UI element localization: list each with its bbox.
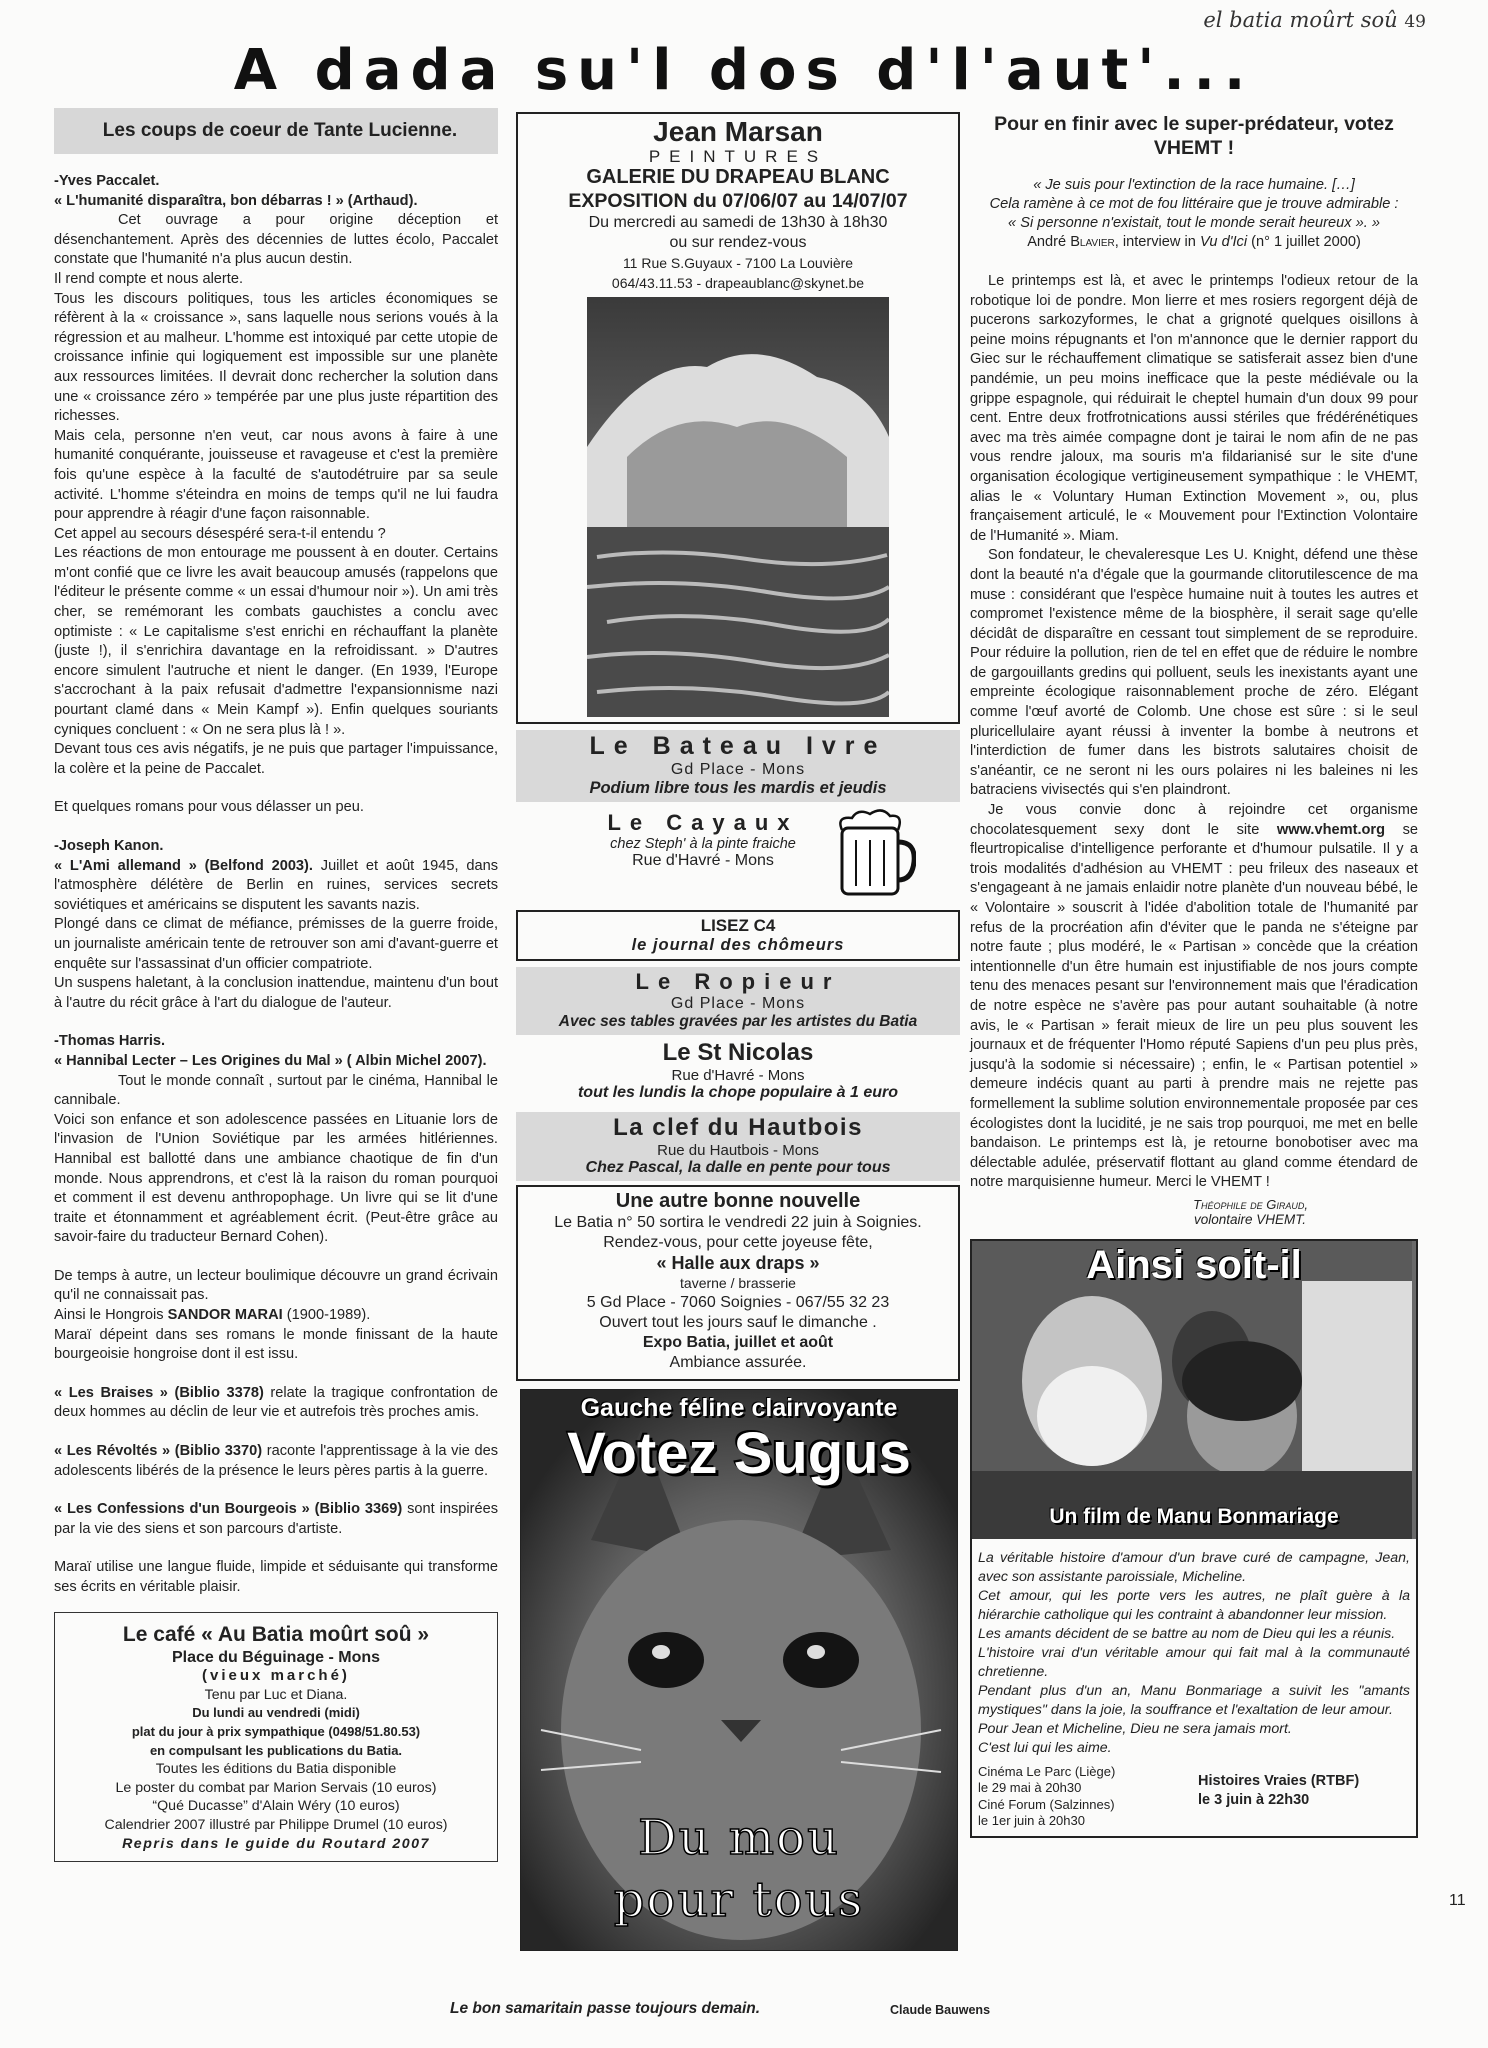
cafe-line: Du lundi au vendredi (midi): [192, 1705, 360, 1721]
running-title: el batia moûrt soû: [1203, 8, 1398, 32]
ropieur-ad: [516, 967, 960, 1035]
news-title: Une autre bonne nouvelle: [615, 1190, 861, 1212]
left-box-title: Les coups de coeur de Tante Lucienne.: [54, 108, 498, 154]
cinema-list: [978, 1764, 1198, 1830]
cinema-line: Ciné Forum (Salzinnes): [978, 1796, 1115, 1812]
hautbois-address: Rue du Hautbois - Mons: [657, 1142, 819, 1159]
news-venue: « Halle aux draps »: [656, 1253, 820, 1273]
paragraph: Et quelques romans pour vous délasser un peu.: [54, 799, 364, 816]
cayaux-ad: [516, 802, 960, 906]
paragraph: [970, 801, 1418, 1193]
cafe-line: Calendrier 2007 illustré par Philippe Drumel (10 euros): [104, 1816, 448, 1833]
quote-source: [970, 233, 1418, 252]
bateau-name: Le Bateau Ivre: [589, 732, 887, 760]
c4-name: LISEZ C4: [700, 916, 776, 935]
cafe-sub: (vieux marché): [202, 1667, 350, 1685]
paragraph: Voici son enfance et son adolescence passées en Lituanie lors de l'invasion de l'Union Soviétique par les armées hitlériennes. Hannibal est ballotté dans une ambiance chaotique de fin d'un monde. Nous apprendrons, et c'est là la raison du roman pourquoi et comment il est devenu anthropophage. Un livre qui se lit d'une traite et étonnamment et agréablement écrit. (Peut-être grâce au savoir-faire du traducteur Bernard Cohen).: [54, 1111, 498, 1246]
paragraph-text: se fleurtropicalise d'intelligence perforante et d'humour pulsatile. Il y a trois modalités d'adhésion au VHEMT : peu frileux des naseaux et s'engageant à ne jamais enlaidir notre planète d'un nouveau bébé, le « Volontaire » souscrit à l'idée d'abolition totale de l'humanité par refus de la procréation afin d'éviter que le panda ne s'éteigne par notre faute ; plus modéré, le « Partisan » concède que la création intentionnelle d'un être humain est injustifiable de nos jours compte tenu des menaces pesant sur l'environnement mais que l'éradication de notre espèce ne s'avère pas pour autant souhaitable (à notre avis, le « Partisan » ferait mieux de lire un peu plus souvent les journaux et de fréquenter l'Homo réputé Sapiens d'un peu plus près, jusqu'à la sodomie si nécessaire) ; enfin, le « Partisan potentiel » demeure indécis quant au parti à prendre mais ne rejette pas formellement la sublime solution environnementale proposée par ces écologistes dont la lucidité, je ne sais trop pourquoi, me met en belle bandaison. Le printemps est là, je retourne bonobotiser avec ma délectable adulée, préservatif flottant au gland comme étendard de notre marquisienne humeur. Merci le VHEMT !: [970, 821, 1418, 1191]
vhemt-title: Pour en finir avec le super-prédateur, votez VHEMT !: [994, 113, 1394, 159]
book-title: « L'humanité disparaîtra, bon débarras ! » (Arthaud).: [54, 192, 418, 209]
paragraph: Plongé dans ce climat de méfiance, prémisses de la guerre froide, un journaliste américain tente de retrouver son ami d'avant-guerre et enquête sur l'assassinat d'un officier compatriote.: [54, 916, 498, 972]
gallery-hours: Du mercredi au samedi de 13h30 à 18h30: [588, 214, 888, 231]
tv-line: Histoires Vraies (RTBF): [1198, 1772, 1360, 1789]
paragraph: Maraï utilise une langue fluide, limpide et séduisante qui transforme ses écrits en véritable plaisir.: [54, 1559, 498, 1595]
cayaux-address: Rue d'Havré - Mons: [632, 852, 774, 869]
cafe-line: “Qué Ducasse” d'Alain Wéry (10 euros): [152, 1798, 400, 1815]
film-line: Pendant plus d'un an, Manu Bonmariage a suivit les "amants mystiques" dans la joie, la souffrance et l'exaltation de leur amour.: [978, 1682, 1410, 1718]
cafe-routard: Repris dans le guide du Routard 2007: [122, 1835, 430, 1852]
cayaux-sub: chez Steph' à la pinte fraiche: [610, 836, 796, 852]
paragraph: De temps à autre, un lecteur boulimique découvre un grand écrivain qu'il ne connaissait pas.: [54, 1267, 498, 1304]
ropieur-note: Avec ses tables gravées par les artistes du Batia: [558, 1013, 918, 1030]
nicolas-ad: [516, 1035, 960, 1108]
book-title: « Les Confessions d'un Bourgeois » (Biblio 3369): [54, 1501, 403, 1518]
hautbois-name: La clef du Hautbois: [613, 1114, 863, 1141]
bateau-note: Podium libre tous les mardis et jeudis: [589, 779, 887, 797]
cafe-line: plat du jour à prix sympathique (0498/51.80.53): [131, 1723, 421, 1739]
cafe-address: Place du Béguinage - Mons: [171, 1648, 381, 1666]
cinema-line: Cinéma Le Parc (Liège): [978, 1763, 1116, 1779]
bateau-address: Gd Place - Mons: [670, 761, 806, 778]
side-page-number: 11: [1449, 1892, 1466, 1909]
author-name: SANDOR MARAI: [167, 1307, 283, 1324]
book-title: « Les Révoltés » (Biblio 3370): [54, 1443, 263, 1460]
c4-ad: [516, 910, 960, 961]
book-title: « L'Ami allemand » (Belfond 2003).: [54, 857, 313, 874]
hautbois-ad: [516, 1112, 960, 1181]
film-subtitle: Un film de Manu Bonmariage: [1049, 1504, 1339, 1528]
gallery-artist: Jean Marsan: [653, 116, 823, 147]
hautbois-note: Chez Pascal, la dalle en pente pour tous: [585, 1159, 891, 1176]
tv-broadcast: [1198, 1764, 1359, 1830]
film-line: C'est lui qui les aime.: [978, 1739, 1112, 1756]
film-line: L'histoire vrai d'un véritable amour qui fait mal à la communauté chretienne.: [978, 1644, 1410, 1680]
author: -Joseph Kanon.: [54, 838, 164, 854]
quote-author: Blavier: [1070, 234, 1115, 250]
news-line: 5 Gd Place - 7060 Soignies - 067/55 32 23: [586, 1294, 890, 1311]
news-box: [516, 1185, 960, 1381]
gallery-rdv: ou sur rendez-vous: [669, 234, 807, 251]
news-line: taverne / brasserie: [680, 1275, 796, 1291]
gallery-expo: EXPOSITION du 07/06/07 au 14/07/07: [568, 190, 908, 212]
film-poster: [972, 1241, 1416, 1539]
film-screenings: [972, 1762, 1416, 1836]
gallery-sub: PEINTURES: [648, 147, 828, 166]
book-title: « Hannibal Lecter – Les Origines du Mal » ( Albin Michel 2007).: [54, 1052, 487, 1069]
vhemt-url: www.vhemt.org: [1276, 821, 1386, 838]
news-line: Ouvert tout les jours sauf le dimanche .: [599, 1314, 877, 1331]
gallery-ad: [516, 112, 960, 724]
c4-sub: le journal des chômeurs: [631, 936, 845, 954]
paragraph: [54, 1384, 498, 1423]
tv-line: le 3 juin à 22h30: [1198, 1791, 1310, 1808]
book-title: « Les Braises » (Biblio 3378): [54, 1384, 264, 1401]
quote-text: , interview in: [1114, 234, 1200, 250]
quote-line: « Je suis pour l'extinction de la race humaine. […]: [1033, 177, 1355, 193]
nicolas-note: tout les lundis la chope populaire à 1 euro: [577, 1084, 899, 1101]
paragraph: Un suspens haletant, à la conclusion inattendue, maintenu d'un bout à l'autre du récit grâce à l'art du dialogue de l'auteur.: [54, 975, 498, 1011]
author: -Thomas Harris.: [54, 1033, 166, 1050]
film-line: Les amants décident de se battre au nom de Dieu qui les a réunis.: [978, 1625, 1396, 1642]
cafe-line: en compulsant les publications du Batia.: [149, 1742, 403, 1758]
paragraph: Maraï dépeint dans ses romans le monde finissant de la haute bourgeoisie hongroise dont il est issu.: [54, 1326, 498, 1363]
paragraph: [54, 857, 498, 916]
paragraph-text: Juillet et août 1945, dans l'atmosphère délétère de Berlin en ruines, services secrets soviétiques et américains se disputent les savants nazis.: [54, 857, 498, 913]
cayaux-name: Le Cayaux: [607, 810, 799, 835]
sugus-top: Gauche féline clairvoyante: [580, 1394, 898, 1422]
paragraph: Il rend compte et nous alerte.: [54, 270, 244, 287]
author: -Yves Paccalet.: [54, 173, 160, 189]
signature-name: Théophile de Giraud,: [1193, 1196, 1308, 1212]
gallery-place: GALERIE DU DRAPEAU BLANC: [586, 166, 890, 188]
right-column: [970, 112, 1418, 1838]
paragraph-text: sont inspirées par la vie des siens et son parcours d'artiste.: [54, 1501, 498, 1537]
footer-quote: Le bon samaritain passe toujours demain.: [450, 2000, 761, 2017]
paragraph: Tous les discours politiques, tous les articles économiques se réfèrent à la « croissance », sans laquelle nous serions voués à la régression et au malheur. L'homme est intoxiqué par cette utopie de croissance infinie qui logiquement est impossible sur une planète aux ressources limitées. Il devrait donc rechercher la solution dans une « croissance zéro » tempérée par une plus juste répartition des richesses.: [54, 290, 498, 425]
news-line: Rendez-vous, pour cette joyeuse fête,: [603, 1234, 873, 1251]
left-column: [54, 108, 498, 1862]
paragraph: Son fondateur, le chevaleresque Les U. Knight, défend une thèse dont la beauté n'a d'égale que la gourmande clitorutilescence de ma muse : considérant que l'espèce humaine nuit à toutes les autres et compromet l'existence même de la biosphère, il serait sage qu'elle décidât de disparaître en cessant tout simplement de se reproduire. Pour réduire la pollution, rien de tel en effet que de réduire le nombre de gargouillants gredins qui polluent, seuls les inexistants ayant une empreinte écologique raisonnablement proche de zéro. Elégant comme l'œuf avorté de Colomb. Une chose est sûre : si le seul pluricellulaire ayant réussi à inventer la bombe à neutrons et l'interdiction de fumer dans les bistrots salutaires choisit de s'anéantir, ce ne seront ni les ours polaires ni les baleines ni les batraciens vivisectés qui s'en plaindront.: [970, 547, 1418, 799]
paragraph: [54, 1442, 498, 1481]
cafe-title: Le café « Au Batia moûrt soû »: [122, 1622, 430, 1646]
nicolas-address: Rue d'Havré - Mons: [671, 1067, 805, 1084]
sugus-headline: Votez Sugus: [567, 1421, 911, 1486]
ropieur-name: Le Ropieur: [635, 969, 841, 994]
middle-column: [516, 112, 960, 1951]
quote-publication: Vu d'Ici: [1199, 234, 1248, 250]
gallery-address: 11 Rue S.Guyaux - 7100 La Louvière: [622, 255, 854, 271]
quote-line: « Si personne n'existait, tout le monde serait heureux ». »: [1008, 215, 1380, 231]
news-line: Expo Batia, juillet et août: [642, 1334, 834, 1351]
sugus-bottom-2: pour tous: [613, 1872, 865, 1928]
page-number: 49: [1404, 12, 1426, 32]
paragraph: Mais cela, personne n'en veut, car nous avons à faire à une humanité conquérante, jouisseuse et ravageuse et c'est la première fois qu'une espèce à la faculté de s'autodétruire par sa seule activité. L'homme s'éteindra en moins de temps qu'il ne lui faudra pour apprendre à réagir d'une façon raisonnable.: [54, 427, 498, 523]
running-header: [1203, 8, 1426, 32]
beer-mug-icon: [832, 808, 916, 902]
paragraph: [54, 1500, 498, 1539]
quote-line: Cela ramène à ce mot de fou littéraire que je trouve admirable :: [989, 196, 1399, 212]
bateau-ad: [516, 730, 960, 802]
paragraph: [54, 1306, 498, 1326]
cafe-box: [54, 1612, 498, 1863]
nicolas-name: Le St Nicolas: [662, 1039, 814, 1066]
painting-image: [587, 297, 889, 717]
paragraph-text: raconte l'apprentissage à la vie des adolescents libérés de la présence le leurs pères partis à la guerre.: [54, 1443, 498, 1479]
paragraph: Cet appel au secours désespéré sera-t-il entendu ?: [54, 525, 386, 542]
paragraph-text: relate la tragique confrontation de deux hommes au déclin de leur vie et autrefois très proches amis.: [54, 1384, 498, 1421]
paragraph: Cet ouvrage a pour origine déception et désenchantement. Après des décennies de luttes écolo, Paccalet constate que l'humanité n'a plus aucun destin.: [54, 212, 498, 268]
paragraph: Le printemps est là, et avec le printemps l'odieux retour de la robotique loi de pondre. Mon lierre et mes rosiers regorgent déjà de pucerons sarkozyformes, le chat a grignoté quelques oisillons à peine moins répugnants et l'on m'annonce que le dernier rapport du Giec sur le réchauffement climatique se satisferait assez bien d'une pandémie, un peu moins inefficace que la peste médiévale ou la grippe espagnole, qui réduirait le cheptel humain d'un doux 99 pour cent. Entre deux frotfrotnications aussi stériles que frédérénétiques avec ma très aimée compagne dont je tairai le nom afin de ne pas vous rendre jaloux, ma souris m'a fildarianisé sur le site d'une organisation écologique vertigineusement sympathique : le VHEMT, alias le « Voluntary Human Extinction Movement », ou, plus françaisement articulé, le « Mouvement pour l'Extinction Volontaire de l'Humanité ». Miam.: [970, 273, 1418, 544]
film-line: Cet amour, qui les porte vers les autres, ne plaît guère à la hiérarchie catholique qui les contraint à abandonner leur mission.: [978, 1587, 1410, 1623]
gallery-contact: 064/43.11.53 - drapeaublanc@skynet.be: [611, 275, 865, 291]
quote-text: (n° 1 juillet 2000): [1247, 234, 1361, 250]
paragraph: Devant tous ces avis négatifs, je ne puis que partager l'impuissance, la colère et la peine de Paccalet.: [54, 741, 498, 777]
paragraph: Les réactions de mon entourage me poussent à en douter. Certains m'ont confié que ce livre les avait beaucoup amusés (rappelons que l'éditeur le présente comme « un essai d'humour noir »). Un ami très cher, se remémorant les combats gauchistes a conclu avec optimiste : « Le capitalisme s'est enrichi en réchauffant la planète (juste !), il s'enrichira davantage en la refroidissant. » D'autres encore simulent l'autruche et nient le danger. (En 1939, l'Europe s'accrochant à la paix refusait d'admettre l'expansionnisme nazi pourtant clamé dans « Mein Kampf »). Enfin quelques souriants cyniques concluent : « On ne sera plus là ! ».: [54, 545, 498, 738]
film-ad: [970, 1239, 1418, 1838]
ropieur-address: Gd Place - Mons: [670, 995, 806, 1012]
paragraph-text: Je vous convie donc à rejoindre cet organisme chocolatesquement sexy dont le site: [970, 802, 1418, 838]
cafe-line: Le poster du combat par Marion Servais (10 euros): [115, 1779, 437, 1796]
film-line: Pour Jean et Micheline, Dieu ne sera jamais mort.: [978, 1720, 1292, 1737]
film-line: La véritable histoire d'amour d'un brave curé de campagne, Jean, avec son assistante paroissiale, Micheline.: [978, 1549, 1410, 1585]
page-title: A dada su'l dos d'l'aut'...: [233, 38, 1255, 103]
news-line: Ambiance assurée.: [669, 1354, 807, 1371]
sugus-bottom-1: Du mou: [638, 1810, 840, 1866]
film-title: Ainsi soit-il: [1086, 1242, 1302, 1287]
paragraph-text: (1900-1989).: [282, 1307, 371, 1324]
quote-text: André: [1027, 234, 1071, 250]
paragraph: Tout le monde connaît , surtout par le cinéma, Hannibal le cannibale.: [54, 1072, 498, 1109]
cafe-line: Tenu par Luc et Diana.: [204, 1686, 348, 1703]
sugus-poster: [520, 1389, 958, 1951]
cafe-line: Toutes les éditions du Batia disponible: [155, 1761, 397, 1778]
film-description: [972, 1539, 1416, 1762]
signature-role: volontaire VHEMT.: [1193, 1211, 1306, 1227]
cinema-line: le 29 mai à 20h30: [978, 1780, 1082, 1796]
paragraph-text: Ainsi le Hongrois: [54, 1307, 168, 1324]
footer-signature: Claude Bauwens: [890, 2003, 991, 2017]
cinema-line: le 1er juin à 20h30: [978, 1813, 1085, 1829]
news-line: Le Batia n° 50 sortira le vendredi 22 juin à Soignies.: [554, 1214, 922, 1231]
